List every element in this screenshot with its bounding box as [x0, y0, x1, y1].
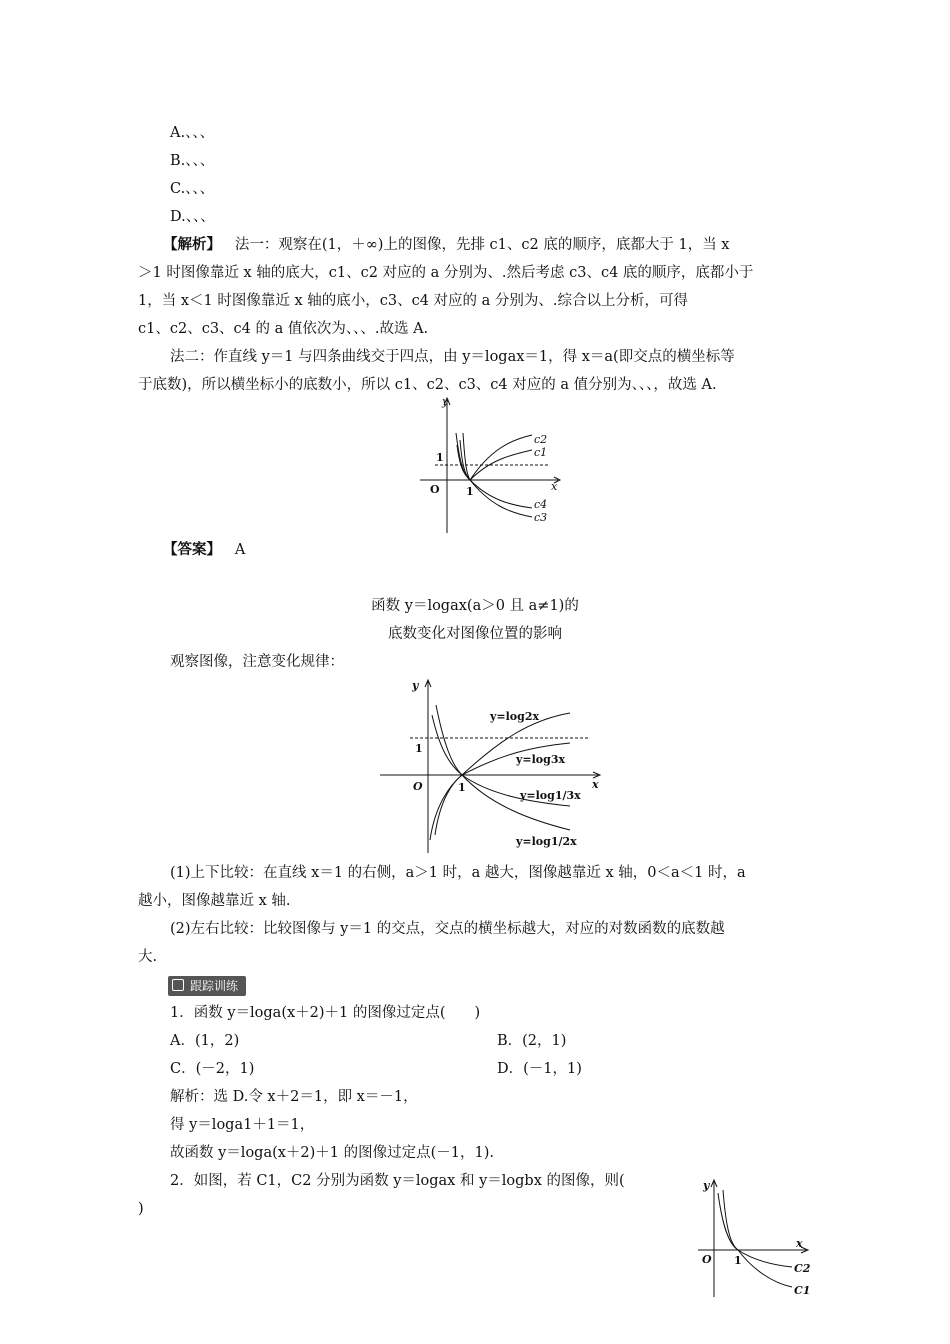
section-heading-2: 底数变化对图像位置的影响 — [388, 626, 562, 642]
curve-log1-2 — [436, 705, 570, 830]
fig2-origin: O — [413, 780, 423, 793]
method2-text-2: 于底数)，所以横坐标小的底数小，所以 c1、c2、c3、c4 对应的 a 值分别为、、、，故选 A. — [138, 377, 717, 393]
answer-line — [163, 540, 245, 560]
fig3-c1-label: C1 — [794, 1284, 811, 1297]
analysis-tag: 【解析】 — [163, 236, 221, 253]
answer-tag: 【答案】 — [163, 541, 221, 558]
fig1-one-x: 1 — [466, 485, 474, 498]
curve-log2 — [430, 713, 570, 840]
fig2-one-x: 1 — [458, 781, 466, 794]
method1-text-3: 1，当 x＜1 时图像靠近 x 轴的底小，c3、c4 对应的 a 分别为、.综合以上分析，可得 — [138, 293, 689, 309]
method1-text-4: c1、c2、c3、c4 的 a 值依次为、、、.故选 A. — [138, 321, 429, 337]
option-d: D.、、、 — [170, 209, 215, 225]
figure-2 — [380, 675, 610, 855]
fig1-origin: O — [430, 483, 440, 496]
fig2-label-log1-3: y=log1/3x — [520, 789, 581, 802]
option-c: C.、、、 — [170, 181, 215, 197]
fig2-one-y: 1 — [415, 742, 423, 755]
section-heading-1: 函数 y＝logax(a＞0 且 a≠1)的 — [371, 598, 579, 614]
question-1: 1．函数 y＝loga(x＋2)＋1 的图像过定点( ) — [170, 1005, 481, 1021]
curve-c1 — [723, 1190, 792, 1287]
analysis-line-1 — [163, 235, 729, 255]
rule1-line2: 越小，图像越靠近 x 轴. — [138, 893, 291, 909]
q1-option-b: B．(2，1) — [497, 1033, 567, 1049]
method1-label: 法一： — [234, 237, 279, 253]
option-a: A.、、、 — [170, 125, 215, 141]
fig2-y-label: y — [412, 679, 419, 692]
fig1-one-y: 1 — [436, 451, 444, 464]
q1-option-a: A．(1，2) — [170, 1033, 240, 1049]
fig3-c2-label: C2 — [794, 1262, 811, 1275]
question-2-line1: 2．如图，若 C1，C2 分别为函数 y＝logax 和 y＝logbx 的图像，则( — [170, 1173, 625, 1189]
fig3-y-label: y — [703, 1179, 710, 1192]
fig1-c3-label: c3 — [534, 511, 548, 524]
method1-text-1: 观察在(1，＋∞)上的图像，先排 c1、c2 底的顺序，底都大于 1，当 x — [278, 237, 730, 253]
fig1-c2-label: c2 — [534, 433, 548, 446]
curve-c2 — [460, 435, 532, 480]
option-b: B.、、、 — [170, 153, 215, 169]
figure-3 — [698, 1175, 818, 1300]
answer-value: A — [234, 542, 246, 558]
fig2-label-log2: y=log2x — [490, 710, 540, 723]
q1-solution-3: 故函数 y＝loga(x＋2)＋1 的图像过定点(－1，1). — [170, 1145, 495, 1161]
fig1-c4-label: c4 — [534, 498, 548, 511]
method2-text-1: 法二：作直线 y＝1 与四条曲线交于四点，由 y＝logax＝1，得 x＝a(即交点的横坐标等 — [170, 349, 735, 365]
fig3-x-label: x — [796, 1237, 803, 1250]
rule1-line1: (1)上下比较：在直线 x＝1 的右侧，a＞1 时，a 越大，图像越靠近 x 轴，0＜a＜1 时，a — [170, 865, 746, 881]
q1-solution-2: 得 y＝loga1＋1＝1， — [170, 1117, 315, 1133]
practice-label: 跟踪训练 — [168, 976, 246, 996]
method1-text-2: ＞1 时图像靠近 x 轴的底大，c1、c2 对应的 a 分别为、.然后考虑 c3、c4 底的顺序，底都小于 — [138, 265, 754, 281]
observe-text: 观察图像，注意变化规律： — [170, 654, 344, 670]
fig1-c1-label: c1 — [534, 446, 548, 459]
fig3-one-x: 1 — [734, 1254, 742, 1267]
rule2-line2: 大. — [138, 949, 158, 965]
fig2-label-log3: y=log3x — [516, 753, 566, 766]
q1-option-d: D．(－1，1) — [497, 1061, 582, 1077]
fig2-label-log1-2: y=log1/2x — [516, 835, 577, 848]
q1-solution-1: 解析：选 D.令 x＋2＝1，即 x＝－1， — [170, 1089, 418, 1105]
fig1-y-label: y — [442, 395, 449, 408]
rule2-line1: (2)左右比较：比较图像与 y＝1 的交点，交点的横坐标越大，对应的对数函数的底数越 — [170, 921, 725, 937]
figure-1 — [420, 395, 570, 535]
fig1-x-label: x — [551, 480, 558, 493]
practice-tag — [168, 976, 246, 996]
question-2-line2: ) — [138, 1201, 144, 1217]
q1-option-c: C．(－2，1) — [170, 1061, 255, 1077]
fig3-origin: O — [702, 1253, 712, 1266]
curve-c2 — [718, 1193, 792, 1267]
fig2-x-label: x — [592, 778, 599, 791]
